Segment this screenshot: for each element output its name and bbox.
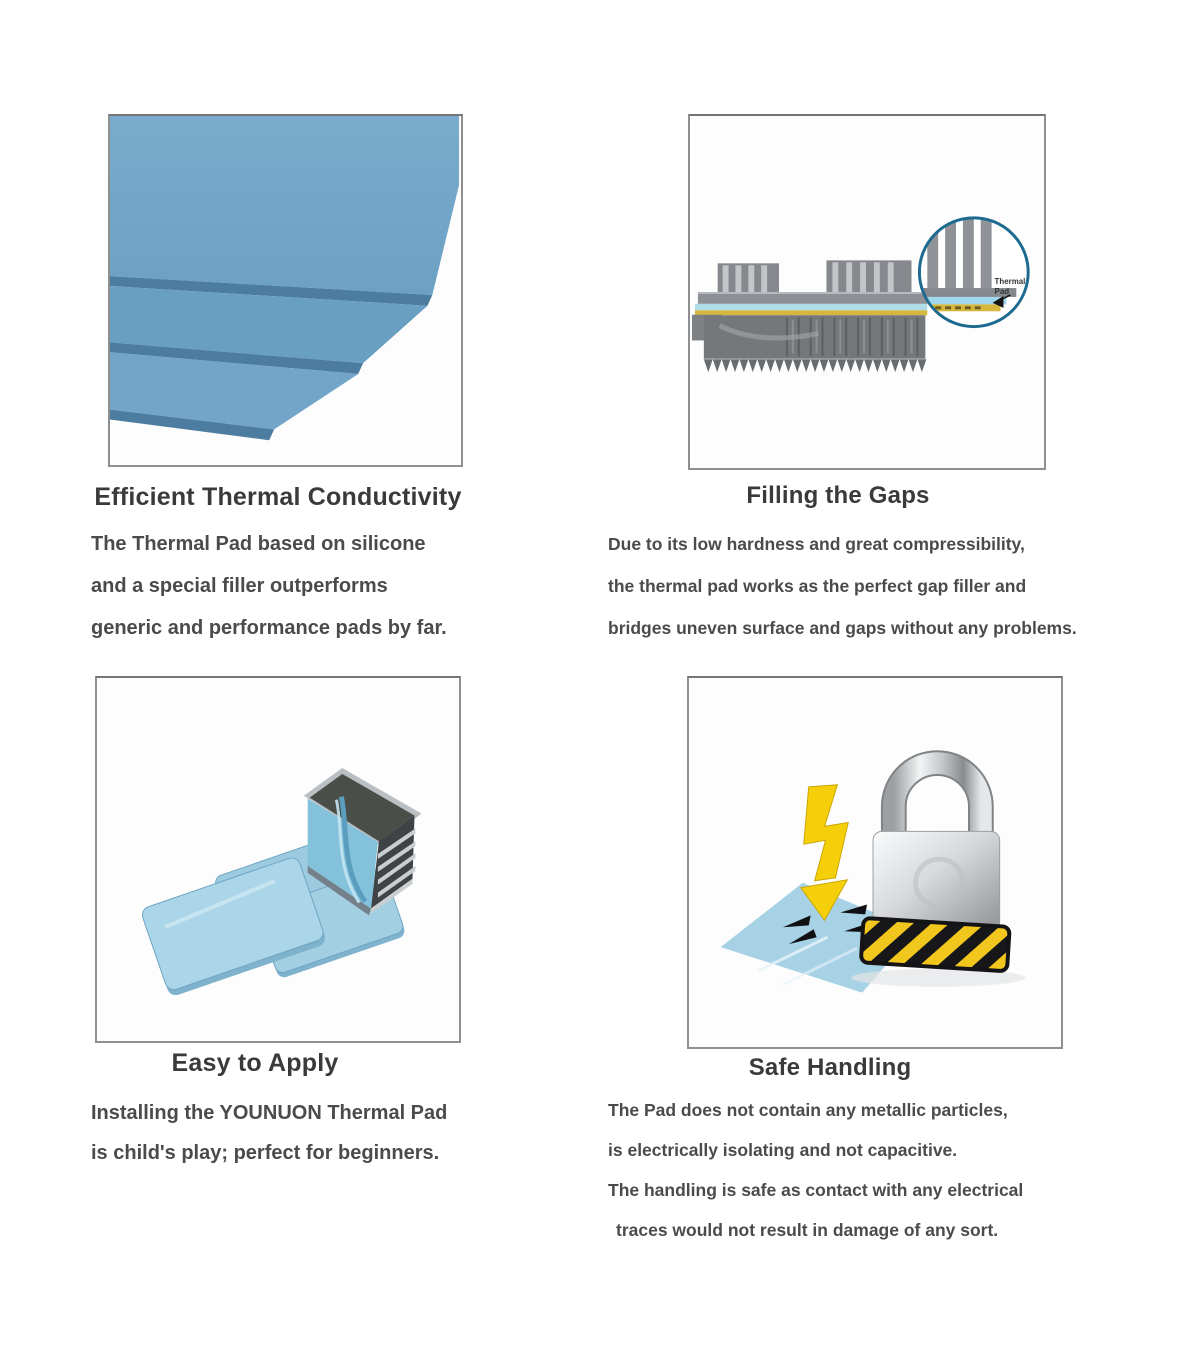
feature-text-line: Due to its low hardness and great compressibility,	[608, 534, 1025, 554]
feature-title-easy-to-apply: Easy to Apply	[171, 1049, 339, 1077]
feature-text-line: bridges uneven surface and gaps without any problems.	[608, 618, 1077, 638]
feature-title-efficient-thermal-conductivity: Efficient Thermal Conductivity	[94, 483, 462, 511]
feature-text-line: is electrically isolating and not capacitive.	[608, 1140, 958, 1160]
thermal-pad-inset-label-line2: Pad	[994, 286, 1010, 296]
feature-text-filling-the-gaps	[608, 523, 1077, 649]
feature-title-filling-the-gaps: Filling the Gaps	[746, 482, 930, 509]
feature-text-line: traces would not result in damage of any sort.	[616, 1220, 999, 1240]
padlock-image-frame	[687, 676, 1063, 1049]
pads-and-heatsink-image-frame	[95, 676, 461, 1043]
pcb-layer	[695, 310, 927, 315]
padlock-body	[873, 831, 1000, 931]
padlock-icon	[861, 763, 1010, 971]
thermal-pad-inset-label-line1: Thermal	[994, 277, 1026, 287]
heatsink-assembly	[692, 260, 927, 372]
hazard-stripe-band	[861, 918, 1010, 971]
feature-text-line: The handling is safe as contact with any electrical	[608, 1180, 1024, 1200]
feature-text-line: The Thermal Pad based on silicone	[91, 533, 426, 555]
feature-text-efficient-thermal-conductivity	[91, 523, 447, 649]
magnifier-inset	[919, 215, 1028, 327]
feature-text-line: generic and performance pads by far.	[91, 617, 447, 639]
thermal-pad-layer	[695, 304, 927, 310]
pad-sheet-top	[110, 116, 459, 295]
stacked-thermal-pad-sheets-illustration	[110, 116, 461, 465]
heatsink-fins-bottom	[704, 359, 926, 372]
heatsink-diagram-image-frame	[688, 114, 1046, 470]
feature-text-line: The Pad does not contain any metallic particles,	[608, 1100, 1008, 1120]
feature-text-easy-to-apply	[91, 1093, 447, 1173]
feature-text-line: the thermal pad works as the perfect gap filler and	[608, 576, 1027, 596]
feature-text-safe-handling	[608, 1090, 1023, 1250]
feature-text-line: and a special filler outperforms	[91, 575, 388, 597]
feature-text-line: is child's play; perfect for beginners.	[91, 1142, 440, 1164]
feature-title-safe-handling: Safe Handling	[748, 1054, 912, 1081]
thermal-pads-and-heatsink-illustration	[97, 678, 459, 1041]
feature-text-line: Installing the YOUNUON Thermal Pad	[91, 1102, 448, 1124]
padlock-lightning-illustration	[689, 678, 1061, 1047]
heatsink-cross-section-illustration	[690, 116, 1044, 468]
thermal-pad-sheets-image-frame	[108, 114, 463, 467]
